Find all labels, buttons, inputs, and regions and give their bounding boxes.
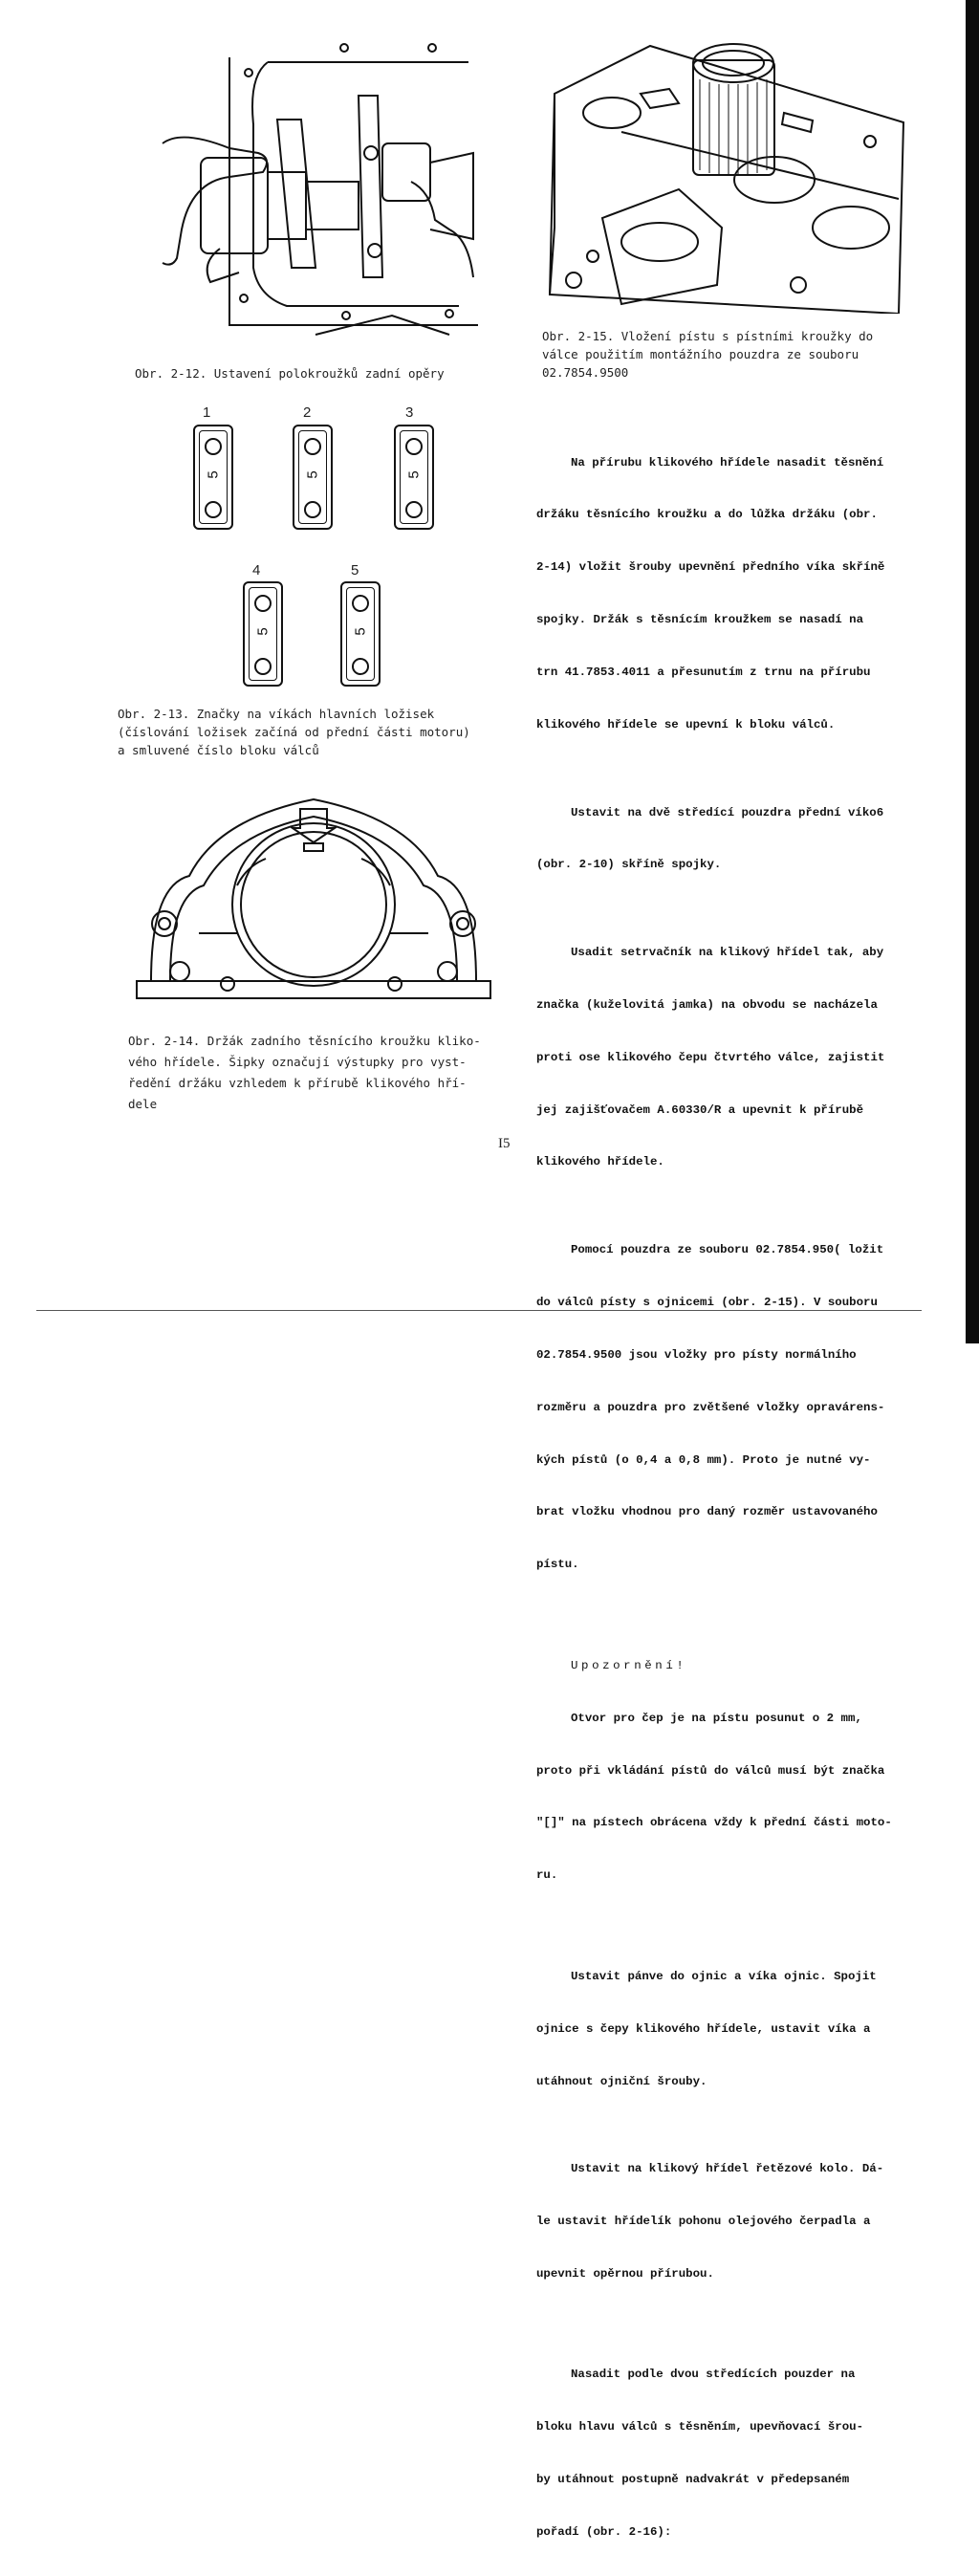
text-line: Ustavit na klikový hřídel řetězové kolo. Dá- xyxy=(571,2162,884,2176)
text-line: le ustavit hřídelík pohonu olejového čerpadla a xyxy=(536,2214,871,2228)
cap-digit: 5 xyxy=(304,470,321,479)
text-line: kých pístů (o 0,4 a 0,8 mm). Proto je nutné vy- xyxy=(536,1452,871,1467)
caption-line: válce použitím montážního pouzdra ze souboru xyxy=(542,347,859,361)
cap-label-2: 2 xyxy=(303,404,312,421)
text-line: pořadí (obr. 2-16): xyxy=(536,2525,672,2540)
text-line: Na přírubu klikového hřídele nasadit těsnění xyxy=(571,455,884,469)
cap-digit: 5 xyxy=(405,470,423,479)
assembly-instructions xyxy=(536,419,919,2576)
text-line: jej zajišťovačem A.60330/R a upevnit k přírubě xyxy=(536,1102,864,1117)
text-line: Ustavit pánve do ojnic a víka ojnic. Spojit xyxy=(571,1969,877,1983)
figure-2-12-caption xyxy=(135,364,445,382)
bearing-cap-3 xyxy=(394,425,434,530)
caption-line: a smluvené číslo bloku válců xyxy=(118,743,319,757)
text-line: Otvor pro čep je na pístu posunut o 2 mm, xyxy=(571,1711,862,1725)
text-line: pístu. xyxy=(536,1558,579,1572)
text-line: klikového hřídele se upevní k bloku válců. xyxy=(536,718,836,732)
cap-hole-top xyxy=(352,595,369,612)
scan-bottom-line xyxy=(36,1310,922,1311)
figure-2-14-caption xyxy=(128,1031,511,1115)
text-line: do válců písty s ojnicemi (obr. 2-15). V souboru xyxy=(536,1295,878,1309)
figure-2-12-illustration xyxy=(124,38,478,354)
text-line: ru. xyxy=(536,1868,558,1883)
text-line: 2-14) vložit šrouby upevnění předního víka skříně xyxy=(536,560,885,575)
text-line: značka (kuželovitá jamka) na obvodu se nacházela xyxy=(536,997,878,1012)
cap-hole-bottom xyxy=(304,501,321,518)
text-line: utáhnout ojniční šrouby. xyxy=(536,2074,707,2088)
caption-line: dele xyxy=(128,1097,158,1111)
cap-label-4: 4 xyxy=(252,562,261,579)
figure-2-13-caption xyxy=(118,705,519,759)
figure-2-14-illustration xyxy=(132,790,495,1010)
text-line: trn 41.7853.4011 a přesunutím z trnu na přírubu xyxy=(536,666,871,680)
cap-label-5: 5 xyxy=(351,562,359,579)
text-line: klikového hřídele. xyxy=(536,1155,664,1169)
text-line: bloku hlavu válců s těsněním, upevňovací šrou- xyxy=(536,2420,864,2434)
text-line: "[]" na pístech obrácena vždy k přední části moto- xyxy=(536,1816,892,1830)
caption-line: ředění držáku vzhledem k přírubě klikového hří- xyxy=(128,1076,467,1090)
cap-hole-top xyxy=(254,595,272,612)
paragraph-6 xyxy=(536,2126,919,2318)
text-line: Ustavit na dvě středící pouzdra přední víko6 xyxy=(571,805,884,819)
spacer xyxy=(536,1608,919,1622)
paragraph-2 xyxy=(536,769,919,908)
paragraph-1 xyxy=(536,419,919,769)
warning-block xyxy=(536,1622,919,1919)
caption-line: vého hřídele. Šipky označují výstupky pro vyst- xyxy=(128,1055,467,1069)
caption-line: (číslování ložisek začíná od přední části motoru) xyxy=(118,725,470,739)
cap-digit: 5 xyxy=(352,627,369,636)
caption-line: Obr. 2-13. Značky na víkách hlavních ložisek xyxy=(118,707,435,721)
figure-2-15-illustration xyxy=(535,36,908,314)
cap-hole-top xyxy=(304,438,321,455)
text-line: držáku těsnícího kroužku a do lůžka držáku (obr. xyxy=(536,508,878,522)
figure-2-12-caption-text: Obr. 2-12. Ustavení polokroužků zadní opěry xyxy=(135,366,445,381)
cap-hole-top xyxy=(205,438,222,455)
paragraph-5 xyxy=(536,1932,919,2125)
bearing-cap-5 xyxy=(340,581,381,687)
spacer xyxy=(536,1919,919,1932)
text-line: upevnit opěrnou přírubou. xyxy=(536,2266,714,2281)
text-line: 02.7854.9500 jsou vložky pro písty normálního xyxy=(536,1347,857,1362)
figure-2-15-caption xyxy=(542,327,925,382)
caption-line: Obr. 2-15. Vložení pístu s pístními kroužky do xyxy=(542,329,874,343)
bearing-cap-4 xyxy=(243,581,283,687)
caption-line: 02.7854.9500 xyxy=(542,365,629,380)
cap-hole-top xyxy=(405,438,423,455)
text-line: Pomocí pouzdra ze souboru 02.7854.950( ložit xyxy=(571,1242,884,1256)
text-line: spojky. Držák s těsnícím kroužkem se nasadí na xyxy=(536,613,864,627)
paragraph-4 xyxy=(536,1206,919,1608)
text-line: brat vložku vhodnou pro daný rozměr ustavovaného xyxy=(536,1505,878,1519)
cap-hole-bottom xyxy=(205,501,222,518)
cap-hole-bottom xyxy=(405,501,423,518)
spacer xyxy=(536,2318,919,2331)
cap-digit: 5 xyxy=(205,470,222,479)
cap-label-3: 3 xyxy=(405,404,414,421)
cap-hole-bottom xyxy=(352,658,369,675)
caption-line: Obr. 2-14. Držák zadního těsnícího kroužku kliko- xyxy=(128,1034,481,1048)
text-line: proti ose klikového čepu čtvrtého válce, zajistit xyxy=(536,1050,885,1064)
paragraph-7 xyxy=(536,2331,919,2576)
text-line: Nasadit podle dvou středících pouzder na xyxy=(571,2368,856,2382)
page-number: I5 xyxy=(498,1136,511,1151)
text-line: Usadit setrvačník na klikový hřídel tak, aby xyxy=(571,945,884,959)
cap-digit: 5 xyxy=(254,627,272,636)
cap-label-1: 1 xyxy=(203,404,211,421)
cap-hole-bottom xyxy=(254,658,272,675)
text-line: proto při vkládání pístů do válců musí být značka xyxy=(536,1763,885,1778)
text-line: (obr. 2-10) skříně spojky. xyxy=(536,858,722,872)
text-line: ojnice s čepy klikového hřídele, ustavit víka a xyxy=(536,2021,871,2036)
bearing-cap-1 xyxy=(193,425,233,530)
bearing-cap-2 xyxy=(293,425,333,530)
text-line: by utáhnout postupně nadvakrát v předepsaném xyxy=(536,2473,850,2487)
warning-title: Upozornění! xyxy=(571,1658,687,1672)
paragraph-3 xyxy=(536,908,919,1206)
text-line: rozměru a pouzdra pro zvětšené vložky opravárens- xyxy=(536,1400,885,1414)
scan-edge-bar xyxy=(966,0,979,1343)
